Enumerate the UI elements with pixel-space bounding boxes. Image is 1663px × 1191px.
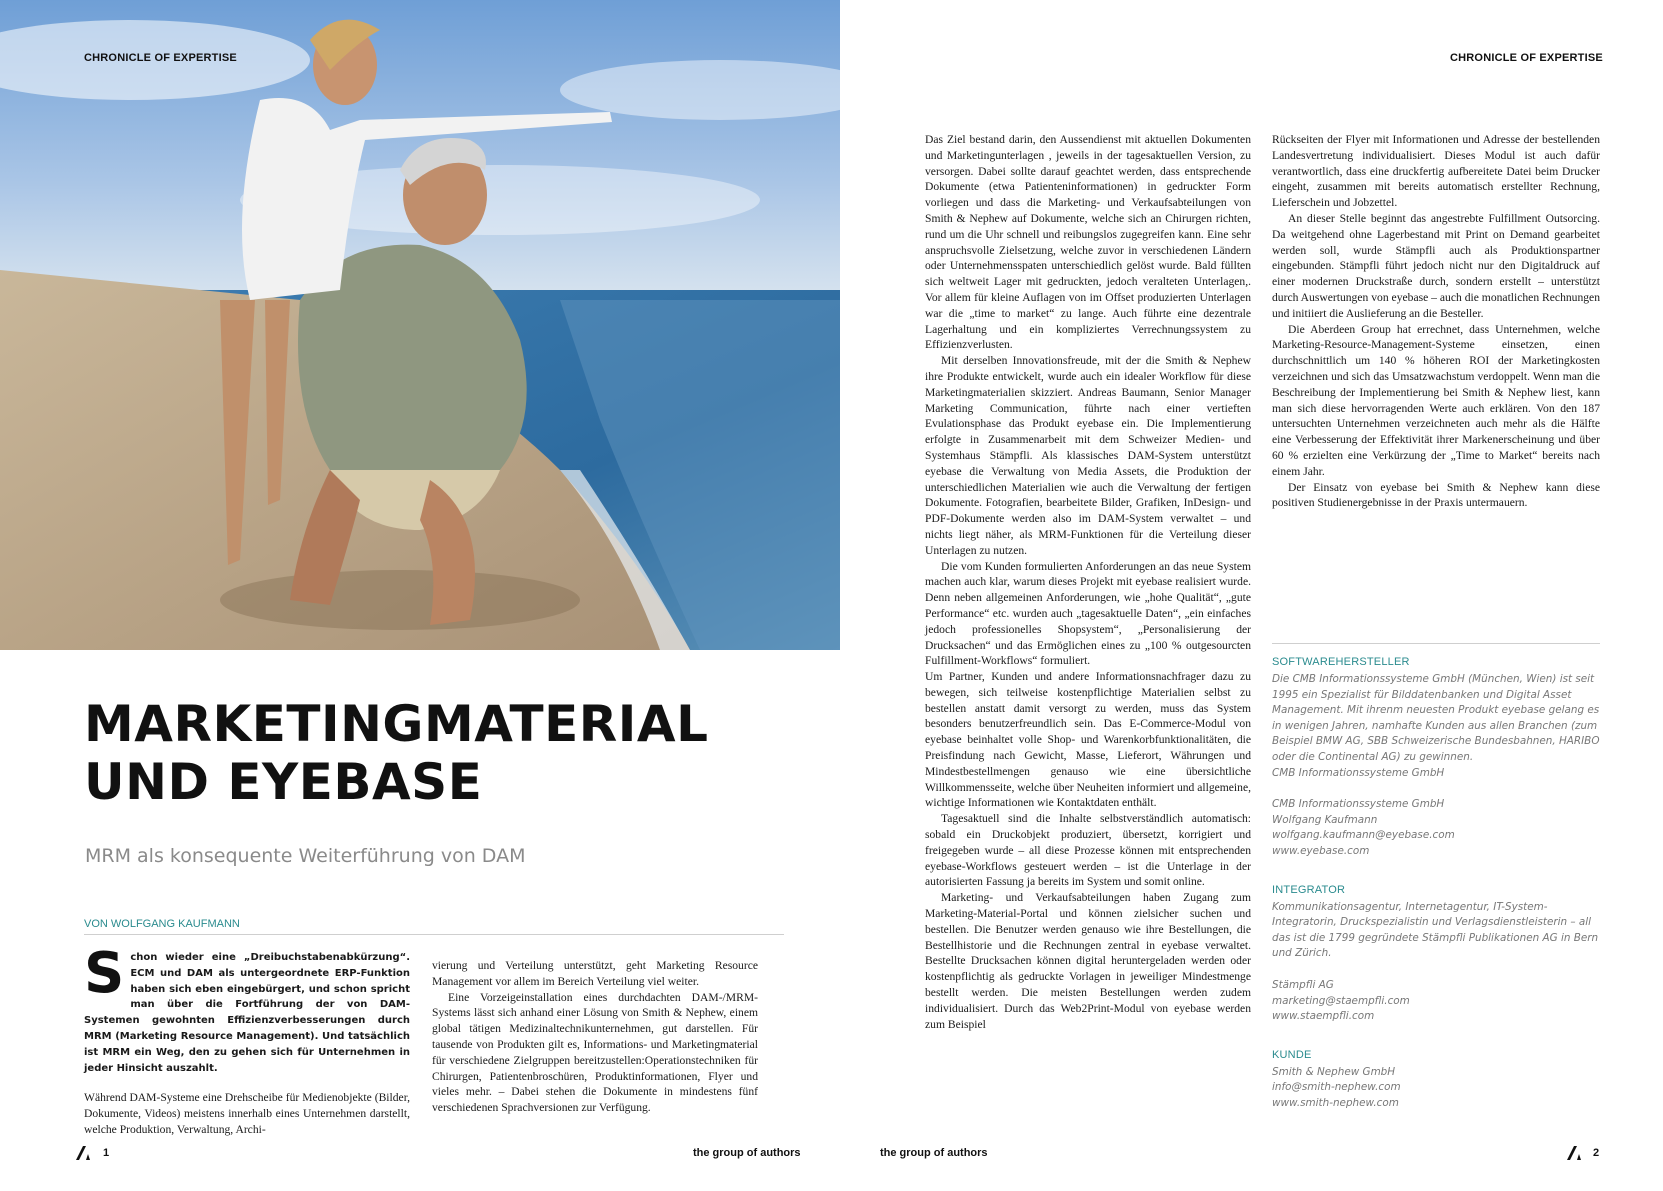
drop-cap: S [84, 941, 125, 1006]
info-section-kunde [1272, 1049, 1600, 1112]
body-paragraph: Marketing- und Verkaufsabteilungen haben Zugang zum Marketing-Material-Portal und können zielsicher suchen und bestellen. Die Benutzer werden genauso wie ihre Bestellungen, die Bestellhistorie und die Rechnungen zentral in eyebase verwaltet. Bestellte Drucksachen können digital heruntergeladen werden oder kostenpflichtig als gedruckte Vorlagen in jeweiliger Mindestmenge bestellt werden. Die meisten Bestellungen werden zudem individualisiert. Durch das Web2Print-Modul von eyebase werden zum Beispiel [925, 891, 1251, 1031]
info-contact-website[interactable]: www.smith-nephew.com [1272, 1096, 1399, 1109]
body-paragraph: Die Aberdeen Group hat errechnet, dass Unternehmen, welche Marketing-Resource-Management-Systeme einsetzen, einen durchschnittlich um 140 % höheren ROI der Marketingkosten verzeichnen und sich das Umsatzwachstum verdoppelt. Wenn man die Beschreibung der Implementierung bei Smith & Nephew liest, kann man sich diese hervorragenden Werte auch erklären. Von den 187 untersuchten Unternehmen verzeichneten auch mehr als die Hälfte eine Verbesserung der Effektivität ihrer Markenerscheinung und über 60 % erzielten eine Verkürzung der „Time to Market“ bereits nach einem Jahr. [1272, 322, 1600, 478]
info-contact-email[interactable]: marketing@staempfli.com [1272, 994, 1410, 1007]
info-heading-software: SOFTWAREHERSTELLER [1272, 656, 1410, 668]
lead-text: chon wieder eine „Dreibuchstabenabkürzung“. ECM und DAM als untergeordnete ERP-Funktion haben sich eben eingebürgert, und schon spricht man über die Fortführung der von DAM-Systemen gewohnten Effizienzverbesserungen durch MRM (Marketing Resource Management). Und tatsächlich ist MRM ein Weg, den zu gehen sich für Unternehmen in jeder Hinsicht auszahlt. [84, 952, 410, 1074]
article-subtitle: MRM als konsequente Weiterführung von DAM [85, 845, 526, 867]
publisher-logo-right [1567, 1146, 1583, 1163]
publisher-logo-left [76, 1146, 92, 1163]
body-paragraph: An dieser Stelle beginnt das angestrebte Fulfillment Outsorcing. Da weitgehend ohne Lagerbestand mit Print on Demand gearbeitet werden soll, wurde Stämpfli auch als Produktionspartner eingebunden. Stämpfli führt jedoch nicht nur den Digitaldruck auf einer modernen Druckstraße durch, sondern erstellt – unterstützt durch Auswertungen von eyebase – auch die monatlichen Rechnungen und initiiert die Auslieferung an die Besteller. [1272, 211, 1600, 320]
body-column-left-2 [432, 958, 758, 1116]
body-paragraph: Eine Vorzeigeinstallation eines durchdachten DAM-/MRM-Systems lässt sich anhand einer Lösung von Smith & Nephew, einem global tätigen Medizinaltechnikunternehmen, gut darstellen. Für tausende von Produkten gilt es, Informations- und Marketingmaterial für verschiedene Zielgruppen bereitzustellen:Operationstechniken für Chirurgen, Patientenbroschüren, Produktinformationen, Flyer und vieles mehr. – Dabei stehen die Dokumente in mindestens fünf verschiedenen Sprachversionen zur Verfügung. [432, 990, 758, 1115]
body-paragraph: Um Partner, Kunden und andere Informationsnachfrager dazu zu bewegen, sich teilweise kostenpflichtige Materialien selbst zu bestellen anstatt damit versorgt zu werden, muss das System besonders benutzerfreundlich sein. Das E-Commerce-Modul von eyebase beinhaltet volle Shop- und Warenkorbfunktionalitäten, die Preisfindung nach Gewicht, Masse, Lieferort, Währungen und Mindestbestellmengen genauso wie eine übersichtliche Willkommensseite, welche über Neuheiten informiert und allgemeine, wichtige Informationen wie Kontaktdaten enthält. [925, 670, 1251, 810]
page-number-left: 1 [103, 1147, 110, 1159]
info-box [1272, 643, 1600, 1135]
info-contact-email[interactable]: wolfgang.kaufmann@eyebase.com [1272, 829, 1455, 842]
info-contact-line: Smith & Nephew GmbH [1272, 1065, 1396, 1078]
photo-man-and-boy-on-beach [0, 0, 840, 650]
info-company-software: CMB Informationssysteme GmbH [1272, 766, 1445, 779]
info-contact-line: Stämpfli AG [1272, 978, 1334, 991]
kicker-left: CHRONICLE OF EXPERTISE [84, 52, 237, 64]
footer-right: the group of authors [880, 1147, 988, 1159]
title-line-1: MARKETINGMATERIAL [84, 695, 709, 753]
beach-photo [0, 0, 840, 650]
article-title [84, 695, 804, 811]
info-heading-integrator: INTEGRATOR [1272, 883, 1346, 896]
info-contact-website[interactable]: www.staempfli.com [1272, 1010, 1375, 1023]
body-paragraph: Mit derselben Innovationsfreude, mit der die Smith & Nephew ihre Produkte entwickelt, wurde auch ein idealer Workflow für diese Marketingmaterialien skizziert. Andreas Baumann, Senior Manager Marketing Communication, führte nach einer vertieften Evulationsphase das Produkt eyebase ein. Die Implementierung erfolgte in Zusammenarbeit mit dem Schweizer Medien- und Systemhaus Stämpfli. Als klassisches DAM-System unterstützt eyebase die Verwaltung von Media Assets, die Produktion der unterschiedlichen Materialien wie auch die Verwaltung der fertigen Dokumente. Fotografien, bearbeitete Bilder, Grafiken, InDesign- und PDF-Dokumente werden also im DAM-System verwaltet – und nichts liegt näher, als MRM-Funktionen für die Verteilung dieser Unterlagen zu nutzen. [925, 354, 1251, 557]
info-contact-website[interactable]: www.eyebase.com [1272, 844, 1370, 857]
body-paragraph: Rückseiten der Flyer mit Informationen und Adresse der bestellenden Landesvertretung individualisiert. Dieses Modul ist auch dafür verantwortlich, dass eine druckfertig aufbereitete Datei beim Drucker eingeht, zusammen mit bereits automatisch erstellter Rechnung, Lieferschein und Jobzettel. [1272, 133, 1600, 210]
page-number-right: 2 [1593, 1147, 1600, 1159]
kicker-right: CHRONICLE OF EXPERTISE [1450, 52, 1603, 64]
slash-logo-icon [76, 1146, 92, 1160]
info-section-software [1272, 656, 1600, 860]
body-column-right-1 [925, 132, 1251, 1032]
info-contact-line: Wolfgang Kaufmann [1272, 813, 1378, 826]
info-contact-email[interactable]: info@smith-nephew.com [1272, 1081, 1401, 1094]
info-text-integrator: Kommunikationsagentur, Internetagentur, IT-System-Integratorin, Druckspezialistin und Verlagsdienstleisterin – all das ist die 1799 gegründete Stämpfli Publikationen AG in Bern und Zürich. [1272, 900, 1599, 960]
body-column-left-1 [84, 1090, 410, 1137]
body-column-right-2 [1272, 132, 1600, 511]
lead-paragraph [84, 941, 410, 1076]
info-section-integrator [1272, 884, 1600, 1025]
footer-left: the group of authors [693, 1147, 801, 1159]
info-heading-kunde: KUNDE [1272, 1048, 1312, 1061]
body-paragraph: Der Einsatz von eyebase bei Smith & Nephew kann diese positiven Studienergebnisse in der Praxis untermauern. [1272, 480, 1600, 510]
body-paragraph: Die vom Kunden formulierten Anforderungen an das neue System machen auch klar, warum dieses Projekt mit eyebase realisiert wurde. Denn neben allgemeinen Anforderungen, wie „hohe Qualität“, „gute Performance“ etc. wurden auch „tagesaktuelle Daten“, „ein einfaches jedoch professionelles Shopsystem“, „Personalisierung der Drucksachen“ und das Ermöglichen eines zu „100 % outgesourcten Fulfillment-Workflows“ formuliert. [925, 559, 1251, 668]
body-paragraph: vierung und Verteilung unterstützt, geht Marketing Resource Management vor allem im Bereich Verteilung viel weiter. [432, 959, 758, 988]
title-line-2: UND EYEBASE [84, 753, 483, 811]
body-paragraph: Während DAM-Systeme eine Drehscheibe für Medienobjekte (Bilder, Dokumente, Videos) meistens innerhalb eines Unternehmen darstellt, welche Produktion, Verwaltung, Archi- [84, 1091, 410, 1136]
info-text-software: Die CMB Informationssysteme GmbH (München, Wien) ist seit 1995 ein Spezialist für Bilddatenbanken und Digital Asset Management. Mit ihrenm neuesten Produkt eyebase gelang es in wenigen Jahren, namhafte Kunden aus allen Branchen (zum Beispiel BMW AG, SBB Schweizerische Bundesbahnen, HARIBO oder die Continental AG) zu gewinnen. [1272, 673, 1600, 763]
slash-logo-icon [1567, 1146, 1583, 1160]
info-contact-line: CMB Informationssysteme GmbH [1272, 798, 1445, 811]
body-paragraph: Tagesaktuell sind die Inhalte selbstverständlich automatisch: sobald ein Druckobjekt produziert, übersetzt, korrigiert und freigegeben wurde – all diese Prozesse können mit entsprechenden eyebase-Workflows gesteuert werden – ist die Unterlage in der autorisierten Fassung ja bereits im System und somit online. [925, 812, 1251, 889]
byline: VON WOLFGANG KAUFMANN [84, 918, 784, 935]
body-paragraph: Das Ziel bestand darin, den Aussendienst mit aktuellen Dokumenten und Marketingunterlagen , jeweils in der tagesaktuellen Version, zu versorgen. Dabei sollte darauf geachtet werden, dass entsprechende Dokumente (etwa Patienteninformationen) in gedruckter Form vorliegen und dass die Marketing- und Verkaufsabteilungen von Smith & Nephew auf Dokumente, welche sich an Chirurgen richten, rund um die Uhr schnell und reibungslos zugegreifen kann. Eine sehr anspruchsvolle Zielsetzung, welche zuvor in verschiedenen Ländern oder Unternehmensspaten unterschiedlich gelöst wurde. Bald füllten sich weltweit Lager mit gedruckten, jedoch veralteten Unterlagen,. Vor allem für kleine Auflagen von im Offset produzierten Unterlagen war die „time to market“ zu lange. Auch führte eine dezentrale Lagerhaltung und ein kompliziertes Verrechnungssystem zu Effizienzverlusten. [925, 133, 1251, 352]
